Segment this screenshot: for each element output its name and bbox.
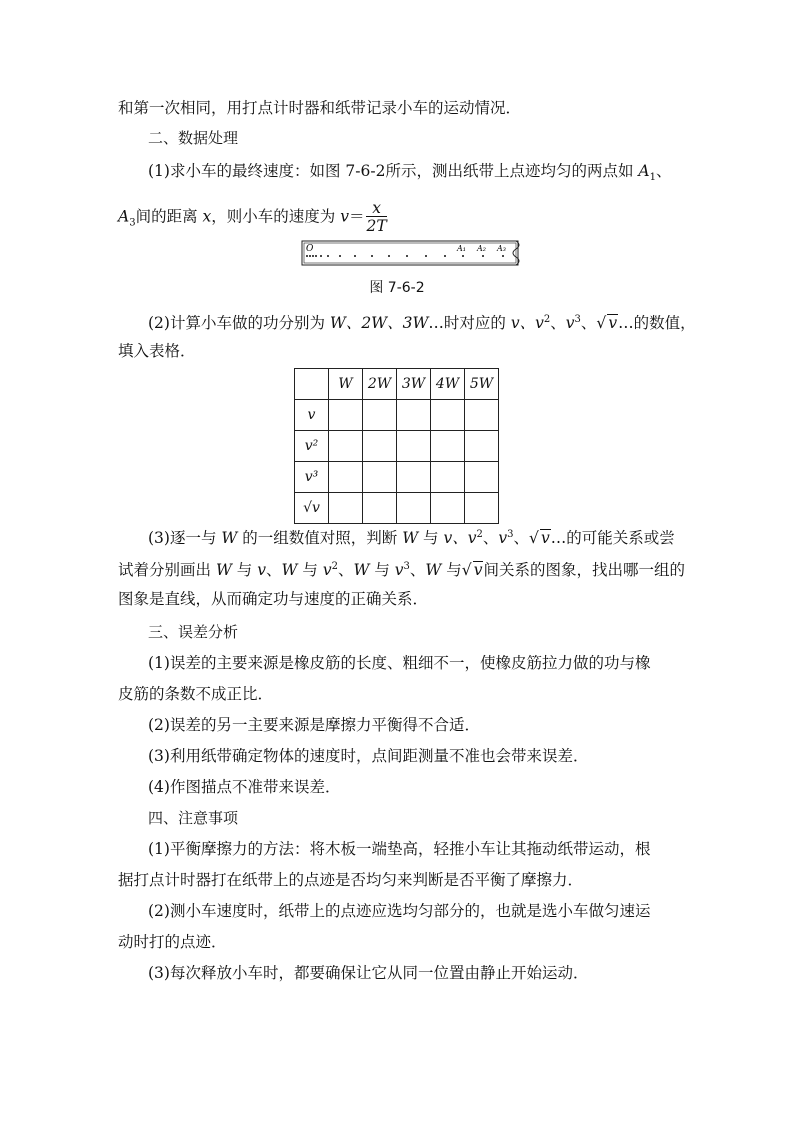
- section-heading-data-processing: 二、数据处理: [148, 129, 239, 147]
- velocity-fraction: $\frac{x}{2T}$: [366, 199, 387, 235]
- table-header-cell: 5W: [465, 369, 499, 400]
- error-item-2: (2)误差的另一主要来源是摩擦力平衡得不合适．: [148, 716, 480, 734]
- table-row: [295, 462, 499, 493]
- table-row-label: √v: [295, 493, 329, 524]
- table-header-cell: 4W: [431, 369, 465, 400]
- table-header-cell: W: [329, 369, 363, 400]
- work-speed-table: [294, 368, 499, 524]
- table-row-label: v: [295, 400, 329, 431]
- table-cell: [295, 369, 329, 400]
- table-row: [295, 400, 499, 431]
- table-header-cell: 2W: [363, 369, 397, 400]
- precaution-item-1-line1: (1)平衡摩擦力的方法：将木板一端垫高，轻推小车让其拖动纸带运动，根: [148, 840, 651, 858]
- error-item-1-line2: 皮筋的条数不成正比．: [118, 685, 274, 703]
- tape-mark-a3: A₃: [497, 244, 506, 253]
- section-heading-error-analysis: 三、误差分析: [148, 623, 239, 641]
- table-row-label: v³: [295, 462, 329, 493]
- paragraph-work-values-line1: (2)计算小车做的功分别为 W、2W、3W…时对应的 v、$v^2$、$v^3$、√ v…的数值，: [148, 314, 696, 333]
- paragraph-compare-line1: (3)逐一与 W 的一组数值对照，判断 W 与 v、$v^2$、$v^3$、√ v…的可能关系或尝: [148, 529, 675, 548]
- paragraph-work-values-line2: 填入表格．: [118, 342, 196, 360]
- tape-mark-a1: A₁: [457, 244, 466, 253]
- precaution-item-2-line1: (2)测小车速度时，纸带上的点迹应选均匀部分的，也就是选小车做匀速运: [148, 902, 651, 920]
- error-item-3: (3)利用纸带确定物体的速度时，点间距测量不准也会带来误差．: [148, 747, 589, 765]
- precaution-item-3: (3)每次释放小车时，都要确保让它从同一位置由静止开始运动．: [148, 964, 589, 982]
- paper-tape-figure: [300, 239, 526, 269]
- tape-origin-label: O: [306, 244, 314, 254]
- section-heading-precautions: 四、注意事项: [148, 809, 239, 827]
- precaution-item-2-line2: 动时打的点迹．: [118, 933, 227, 951]
- table-row: [295, 493, 499, 524]
- paragraph-final-speed-line2: $A_3$间的距离 x，则小车的速度为 v＝ $\frac{x}{2T}$: [118, 199, 387, 235]
- table-row-label: v²: [295, 431, 329, 462]
- table-header-cell: 3W: [397, 369, 431, 400]
- table-row: [295, 431, 499, 462]
- paragraph-compare-line2: 试着分别画出 W 与 v、W 与 $v^2$、W 与 $v^3$、W 与√ v间关系的图象，找出哪一组的: [118, 561, 685, 580]
- paragraph-compare-line3: 图象是直线，从而确定功与速度的正确关系．: [118, 590, 429, 608]
- table-header-row: [295, 369, 499, 400]
- intro-line: 和第一次相同，用打点计时器和纸带记录小车的运动情况．: [118, 99, 522, 117]
- error-item-1-line1: (1)误差的主要来源是橡皮筋的长度、粗细不一，使橡皮筋拉力做的功与橡: [148, 654, 651, 672]
- error-item-4: (4)作图描点不准带来误差．: [148, 778, 341, 796]
- tape-mark-a2: A₂: [477, 244, 486, 253]
- paragraph-final-speed-line1: (1)求小车的最终速度：如图 7-6-2所示，测出纸带上点迹均匀的两点如 $A_1$、: [148, 162, 672, 184]
- precaution-item-1-line2: 据打点计时器打在纸带上的点迹是否均匀来判断是否平衡了摩擦力．: [118, 871, 584, 889]
- figure-caption: 图 7-6-2: [369, 280, 425, 296]
